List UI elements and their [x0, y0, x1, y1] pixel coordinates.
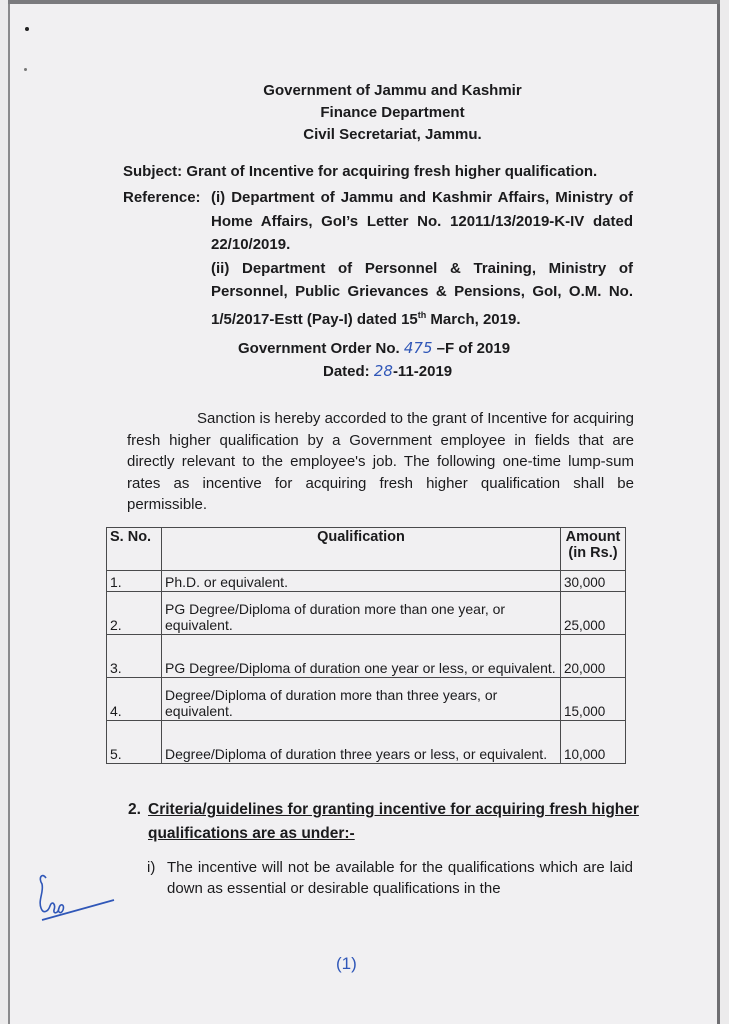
reference-item-2: (ii) Department of Personnel & Training, Ministry of Personnel, Public Grievances & Pensions, GoI, O.M. No. 1/5/2017-Estt (Pay-I) dated 15th March, 2019.	[211, 259, 633, 328]
row-sno: 4.	[107, 678, 162, 721]
header-sno: S. No.	[107, 528, 162, 571]
reference-item-1: (i) Department of Jammu and Kashmir Affairs, Ministry of Home Affairs, GoI’s Letter No. 12011/13/2019-K-IV dated 22/10/2019.	[211, 189, 633, 253]
table-row	[107, 571, 626, 592]
row-amount: 20,000	[561, 635, 626, 678]
criteria-item-i	[147, 857, 633, 899]
reference-label: Reference:	[123, 189, 201, 206]
header-qualification: Qualification	[162, 528, 561, 571]
page-number: (1)	[336, 954, 357, 973]
order-number-line: Government Order No. 475 –F of 2019	[238, 339, 511, 357]
header-amount: Amount (in Rs.)	[561, 528, 626, 571]
scan-speck	[25, 27, 29, 31]
row-qualification: Degree/Diploma of duration three years or less, or equivalent.	[162, 721, 561, 764]
row-qualification: Degree/Diploma of duration more than three years, or equivalent.	[162, 678, 561, 721]
handwritten-date-day: 28	[373, 362, 393, 380]
item-text: The incentive will not be available for the qualifications which are laid down as essential or desirable qualifications in the	[167, 859, 633, 897]
row-amount: 30,000	[561, 571, 626, 592]
row-amount: 10,000	[561, 721, 626, 764]
header-department: Finance Department	[320, 104, 465, 121]
table-row	[107, 592, 626, 635]
government-order	[238, 337, 510, 383]
sanction-paragraph: Sanction is hereby accorded to the grant of Incentive for acquiring fresh higher qualification by a Government employee in fields that are directly relevant to the employee's job. The following one-time lump-sum rates as incentive for acquiring fresh higher qualification shall be permissible.	[127, 410, 634, 513]
reference-block	[123, 186, 633, 331]
handwritten-order-number: 475	[403, 339, 433, 357]
document-header	[0, 80, 729, 146]
row-qualification: PG Degree/Diploma of duration more than one year, or equivalent.	[162, 592, 561, 635]
criteria-heading	[128, 798, 643, 846]
row-sno: 1.	[107, 571, 162, 592]
header-location: Civil Secretariat, Jammu.	[303, 126, 482, 143]
row-amount: 25,000	[561, 592, 626, 635]
scan-speck	[24, 68, 27, 71]
table-row	[107, 721, 626, 764]
header-government: Government of Jammu and Kashmir	[263, 82, 522, 99]
row-amount: 15,000	[561, 678, 626, 721]
subject-line: Subject: Grant of Incentive for acquiring fresh higher qualification.	[123, 163, 598, 180]
criteria-number: 2.	[128, 801, 141, 818]
table-row	[107, 635, 626, 678]
row-sno: 5.	[107, 721, 162, 764]
item-label: i)	[147, 859, 156, 876]
table-header-row	[107, 528, 626, 571]
row-qualification: Ph.D. or equivalent.	[162, 571, 561, 592]
row-sno: 3.	[107, 635, 162, 678]
table-row	[107, 678, 626, 721]
row-sno: 2.	[107, 592, 162, 635]
criteria-title: Criteria/guidelines for granting incentive for acquiring fresh higher qualifications are as under:-	[148, 801, 639, 842]
signature-initials	[32, 870, 122, 930]
order-date-line: Dated: 28-11-2019	[323, 362, 453, 380]
row-qualification: PG Degree/Diploma of duration one year or less, or equivalent.	[162, 635, 561, 678]
incentive-table	[106, 527, 626, 764]
